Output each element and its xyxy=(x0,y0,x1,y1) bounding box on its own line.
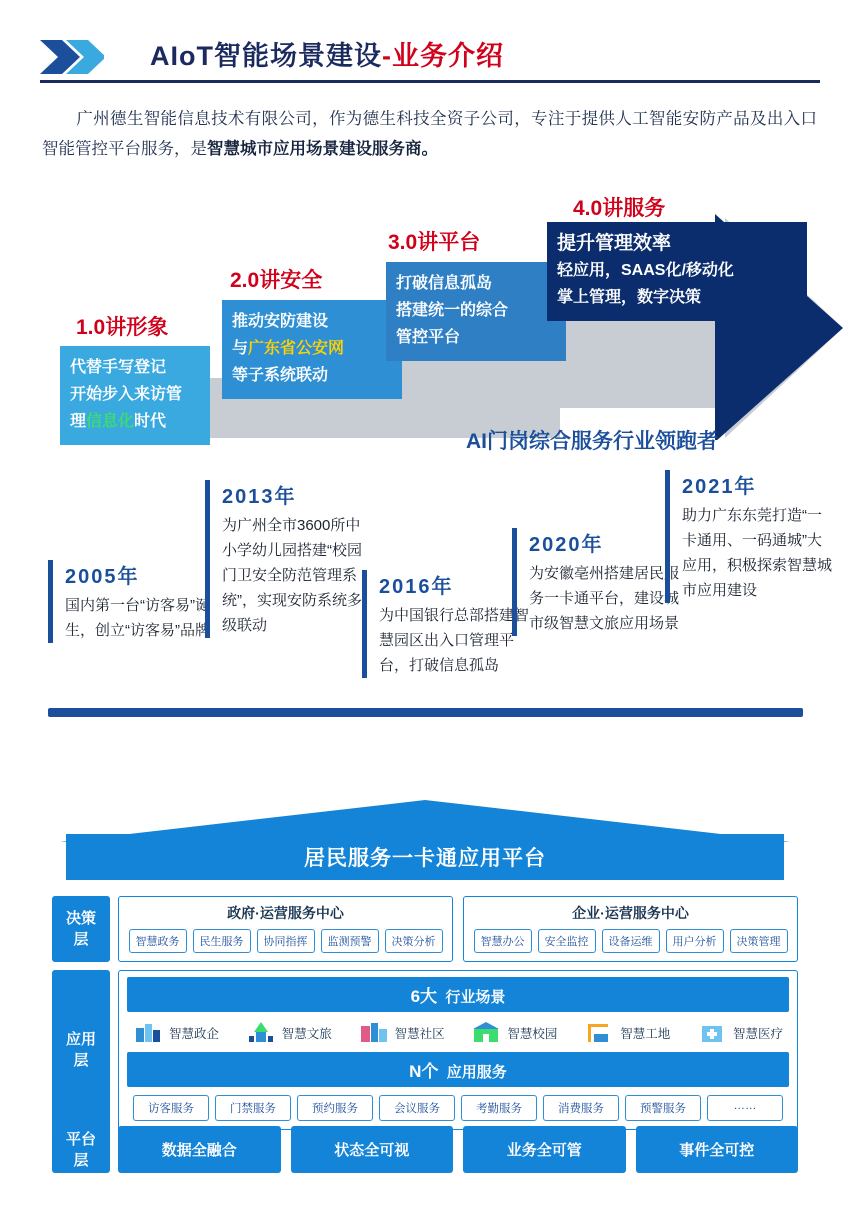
scene-item[interactable] xyxy=(246,1020,332,1046)
scene-band xyxy=(127,977,789,1012)
timeline-year: 2020年 xyxy=(529,534,604,556)
stage-4-line-3: 掌上管理，数字决策 xyxy=(557,289,702,306)
decision-column-government xyxy=(118,896,453,962)
decision-chip[interactable]: 决策分析 xyxy=(385,929,443,953)
roof-title-band xyxy=(66,834,784,880)
scene-item[interactable] xyxy=(359,1020,445,1046)
stage-2-line-2: 与广东省公安网 xyxy=(232,340,345,357)
platform-cell[interactable]: 事件全可控 xyxy=(636,1126,799,1173)
timeline-item xyxy=(665,470,832,603)
double-chevron-right-icon xyxy=(40,40,104,74)
timeline-item xyxy=(48,560,215,643)
tower-icon xyxy=(246,1020,276,1046)
platform-cell[interactable]: 业务全可管 xyxy=(463,1126,626,1173)
timeline-bar xyxy=(48,708,803,717)
platform-cell[interactable]: 数据全融合 xyxy=(118,1126,281,1173)
application-layer xyxy=(52,970,798,1130)
stage-3-line-3: 管控平台 xyxy=(396,329,461,346)
school-icon xyxy=(471,1020,501,1046)
community-icon xyxy=(359,1020,389,1046)
crane-icon xyxy=(584,1020,614,1046)
page-title-suffix: -业务介绍 xyxy=(382,41,504,71)
service-chip[interactable]: 访客服务 xyxy=(133,1095,209,1121)
timeline-arrow-icon: ⟶ xyxy=(722,703,744,720)
page-title xyxy=(150,34,504,73)
timeline-section xyxy=(0,470,850,740)
decision-chip[interactable]: 安全监控 xyxy=(538,929,596,953)
stage-4-line-1: 提升管理效率 xyxy=(557,233,672,254)
roof-title: 居民服务一卡通应用平台 xyxy=(304,847,546,870)
timeline-arrow-icon: ⟶ xyxy=(380,703,402,720)
platform-architecture xyxy=(0,790,850,1210)
intro-bold-tail: 智慧城市应用场景建设服务商。 xyxy=(207,140,438,158)
application-layer-label: 应用 层 xyxy=(52,970,110,1130)
stage-box-4 xyxy=(547,222,807,321)
stage-label-1: 1.0讲形象 xyxy=(76,316,169,339)
timeline-text: 国内第一台“访客易”诞生，创立“访客易”品牌 xyxy=(65,597,210,639)
stage-box-2 xyxy=(222,300,402,399)
scene-band-text: 行业场景 xyxy=(445,989,506,1006)
header xyxy=(40,34,820,82)
stage-label-2: 2.0讲安全 xyxy=(230,269,323,292)
decision-column-enterprise xyxy=(463,896,798,962)
scene-item[interactable] xyxy=(584,1020,670,1046)
platform-layer xyxy=(52,1126,798,1173)
timeline-year: 2013年 xyxy=(222,486,297,508)
city-building-icon xyxy=(133,1020,163,1046)
stage-2-line-1: 推动安防建设 xyxy=(232,313,329,330)
decision-column-title: 政府·运营服务中心 xyxy=(227,905,344,921)
timeline-text: 为中国银行总部搭建智慧园区出入口管理平台，打破信息孤岛 xyxy=(379,607,530,674)
stage-box-3 xyxy=(386,262,566,361)
timeline-year: 2005年 xyxy=(65,566,140,588)
scene-item[interactable] xyxy=(471,1020,557,1046)
scene-item[interactable] xyxy=(133,1020,219,1046)
decision-chip[interactable]: 用户分析 xyxy=(666,929,724,953)
intro-text: 广州德生智能信息技术有限公司，作为德生科技全资子公司，专注于提供人工智能安防产品及出入口智能管控平台服务，是 xyxy=(42,110,817,158)
timeline-item xyxy=(362,570,529,678)
timeline-year: 2021年 xyxy=(682,476,757,498)
scene-label: 智慧社区 xyxy=(394,1027,445,1041)
timeline-text: 助力广东东莞打造“一卡通用、一码通城”大应用，积极探索智慧城市应用建设 xyxy=(682,507,833,599)
service-chip[interactable]: 会议服务 xyxy=(379,1095,455,1121)
stage-1-line-2: 开始步入来访管 xyxy=(70,386,183,403)
timeline-text: 为广州全市3600所中小学幼儿园搭建“校园门卫安全防范管理系统”，实现安防系统多级联动 xyxy=(222,517,362,634)
header-divider xyxy=(40,80,820,83)
slogan: AI门岗综合服务行业领跑者 xyxy=(466,430,718,453)
stage-1-line-3: 理信息化时代 xyxy=(70,413,167,430)
decision-chip[interactable]: 智慧办公 xyxy=(474,929,532,953)
evolution-arrow-section xyxy=(0,180,850,480)
timeline-text: 为安徽亳州搭建居民服务一卡通平台，建设城市级智慧文旅应用场景 xyxy=(529,565,680,632)
service-chip[interactable]: …… xyxy=(707,1095,783,1121)
timeline-item xyxy=(205,480,372,638)
scene-label: 智慧工地 xyxy=(620,1027,671,1041)
service-chip[interactable]: 预警服务 xyxy=(625,1095,701,1121)
platform-cell[interactable]: 状态全可视 xyxy=(291,1126,454,1173)
scene-band-count: 6大 xyxy=(410,987,438,1006)
service-chip[interactable]: 消费服务 xyxy=(543,1095,619,1121)
decision-chip[interactable]: 智慧政务 xyxy=(129,929,187,953)
scene-item[interactable] xyxy=(697,1020,783,1046)
service-chip[interactable]: 预约服务 xyxy=(297,1095,373,1121)
scene-label: 智慧政企 xyxy=(169,1027,220,1041)
decision-chip[interactable]: 决策管理 xyxy=(730,929,788,953)
stage-1-line-1: 代替手写登记 xyxy=(70,359,167,376)
stage-label-3: 3.0讲平台 xyxy=(388,231,481,254)
stage-box-1 xyxy=(60,346,210,445)
decision-chip[interactable]: 监测预警 xyxy=(321,929,379,953)
stage-2-line-3: 等子系统联动 xyxy=(232,367,329,384)
decision-chip[interactable]: 设备运维 xyxy=(602,929,660,953)
scene-label: 智慧医疗 xyxy=(732,1027,783,1041)
stage-4-line-2: 轻应用，SAAS化/移动化 xyxy=(557,262,734,279)
scene-label: 智慧校园 xyxy=(507,1027,558,1041)
service-chip[interactable]: 考勤服务 xyxy=(461,1095,537,1121)
platform-layer-label: 平台 层 xyxy=(52,1126,110,1173)
scene-label: 智慧文旅 xyxy=(281,1027,332,1041)
intro-paragraph xyxy=(42,104,817,164)
stage-3-line-2: 搭建统一的综合 xyxy=(396,302,509,319)
page-title-main: AIoT智能场景建设 xyxy=(150,41,382,71)
decision-chip[interactable]: 民生服务 xyxy=(193,929,251,953)
decision-layer-label: 决策 层 xyxy=(52,896,110,962)
service-band-text: 应用服务 xyxy=(446,1064,507,1081)
timeline-arrow-icon: ⟶ xyxy=(222,703,244,720)
stage-3-line-1: 打破信息孤岛 xyxy=(396,275,493,292)
timeline-arrow-icon: ⟶ xyxy=(562,703,584,720)
service-band xyxy=(127,1052,789,1087)
timeline-item xyxy=(512,528,679,636)
hospital-icon xyxy=(697,1020,727,1046)
timeline-year: 2016年 xyxy=(379,576,454,598)
decision-chip[interactable]: 协同指挥 xyxy=(257,929,315,953)
service-band-count: N个 xyxy=(409,1062,439,1081)
roof-count: 1个 xyxy=(410,811,440,832)
stage-label-4: 4.0讲服务 xyxy=(573,197,666,220)
decision-column-title: 企业·运营服务中心 xyxy=(572,905,689,921)
decision-layer xyxy=(52,896,798,962)
service-chip[interactable]: 门禁服务 xyxy=(215,1095,291,1121)
